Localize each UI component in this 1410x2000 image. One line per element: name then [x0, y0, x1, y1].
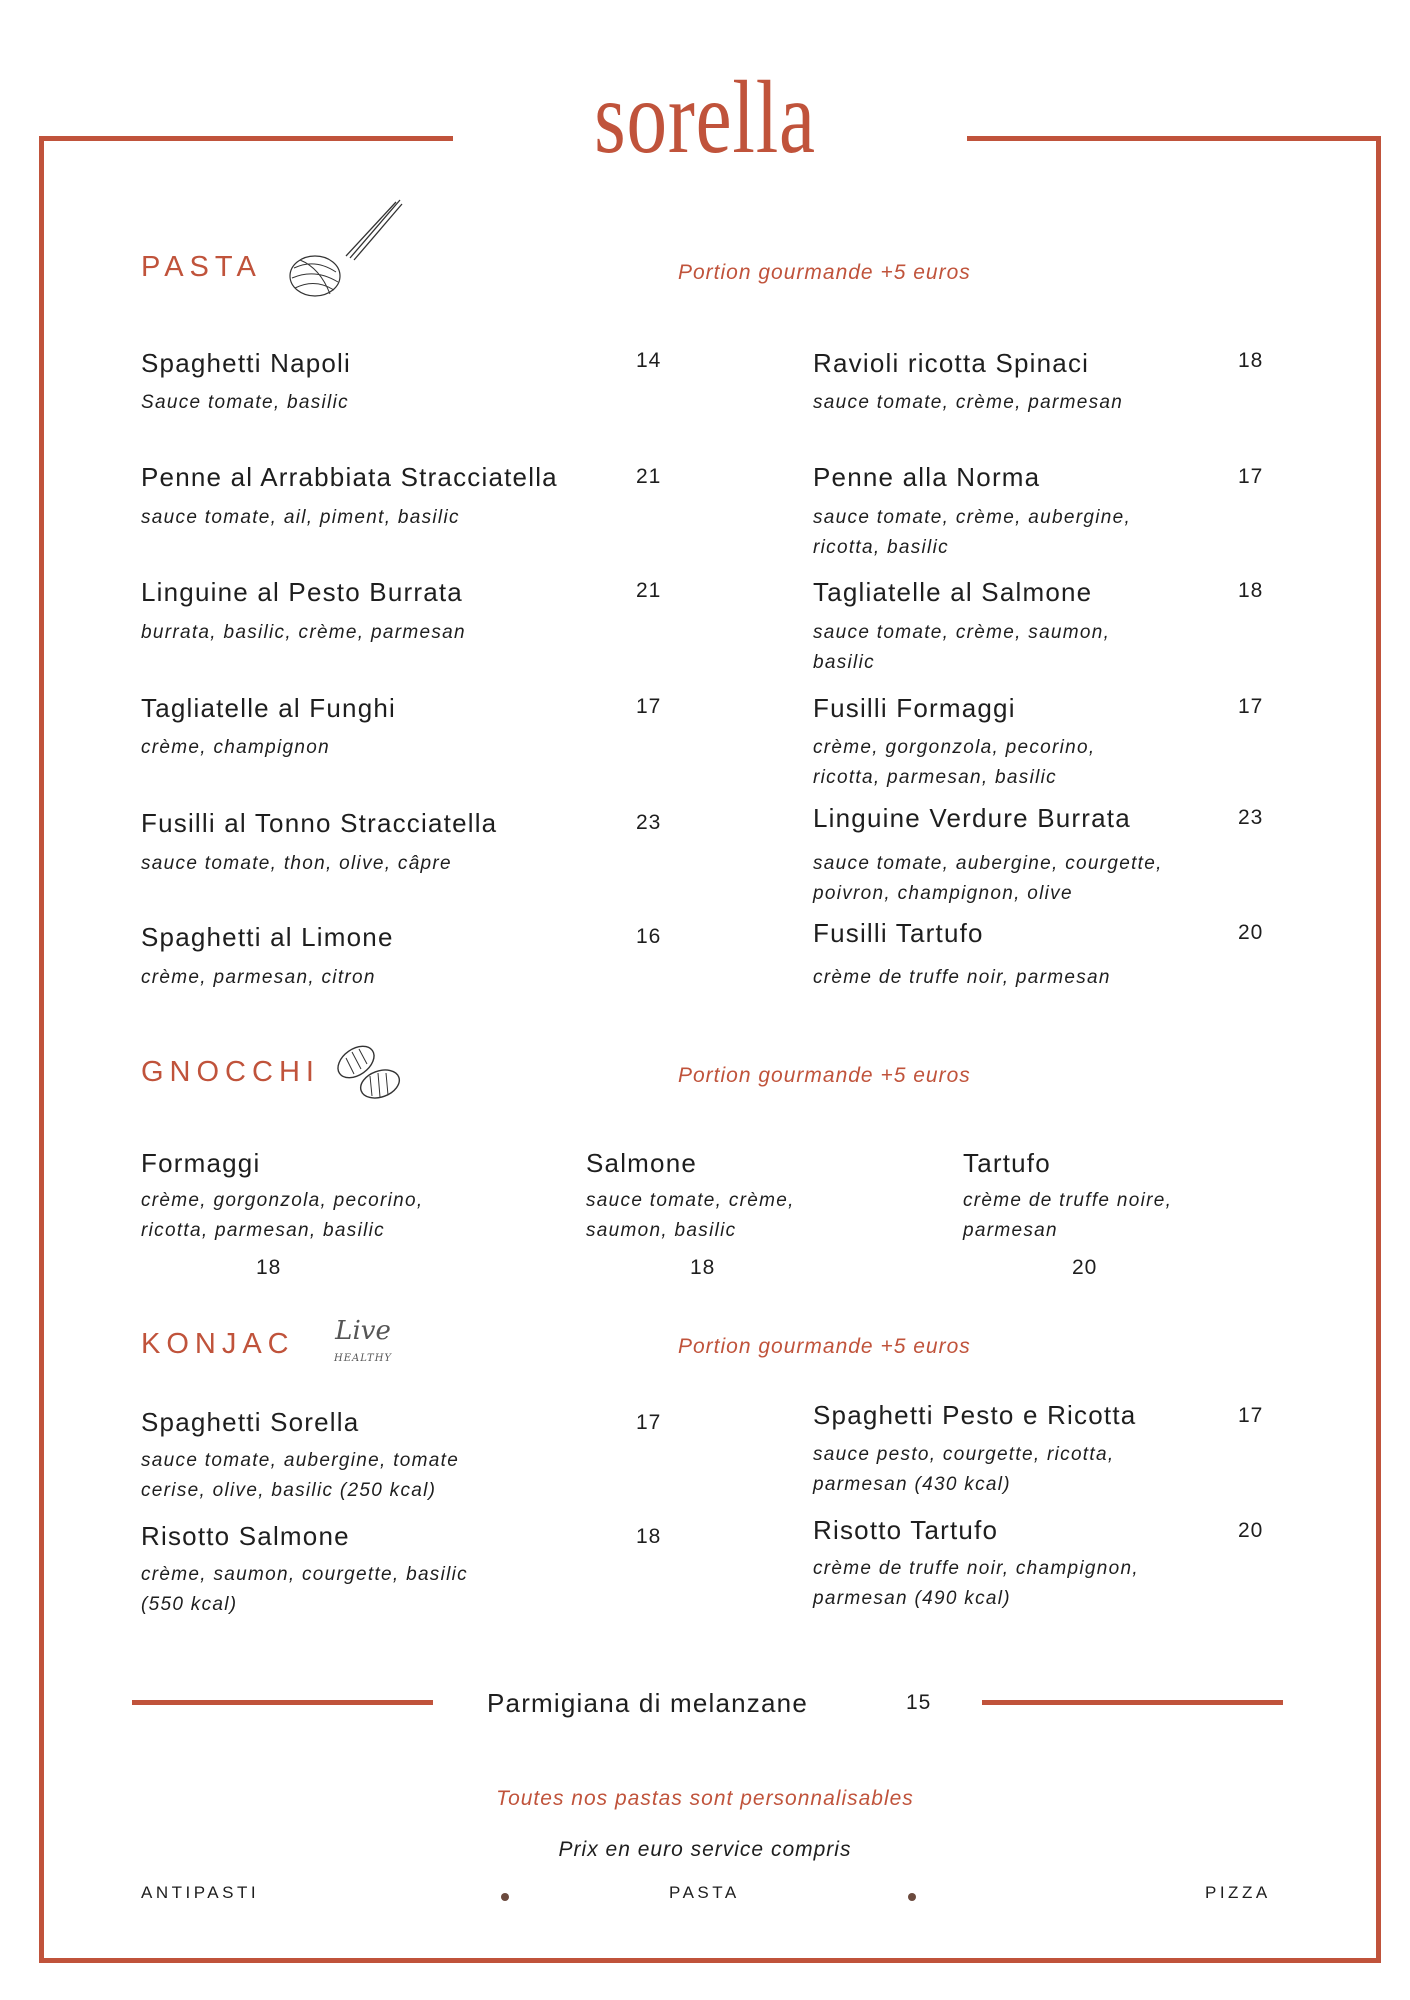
dish-description: crème, gorgonzola, pecorino,	[141, 1190, 424, 1211]
dish-price: 21	[636, 579, 662, 602]
dish-price: 18	[636, 1525, 662, 1548]
nav-separator-dot	[501, 1893, 509, 1901]
divider-left	[132, 1700, 433, 1705]
dish-description: sauce tomate, aubergine, courgette,	[813, 853, 1163, 874]
dish-description: poivron, champignon, olive	[813, 883, 1073, 904]
dish-price: 18	[1238, 579, 1264, 602]
dish-description: ricotta, parmesan, basilic	[813, 767, 1057, 788]
dish-price: 17	[1238, 695, 1264, 718]
dish-description: sauce tomate, thon, olive, câpre	[141, 853, 452, 874]
dish-name: Fusilli Formaggi	[813, 693, 1016, 723]
dish-description: crème de truffe noir, parmesan	[813, 967, 1111, 988]
nav-pizza[interactable]: PIZZA	[1205, 1883, 1271, 1902]
dish-price: 21	[636, 465, 662, 488]
dish-description: crème, saumon, courgette, basilic	[141, 1564, 468, 1585]
dish-description: crème, parmesan, citron	[141, 967, 376, 988]
dish-name: Linguine al Pesto Burrata	[141, 577, 463, 607]
frame-bottom	[39, 1958, 1381, 1963]
dish-description: sauce tomate, crème, parmesan	[813, 392, 1124, 413]
portion-note-konjac: Portion gourmande +5 euros	[678, 1335, 971, 1358]
dish-description: sauce tomate, ail, piment, basilic	[141, 507, 460, 528]
dish-name: Penne al Arrabbiata Stracciatella	[141, 462, 558, 492]
dish-price: 17	[636, 1411, 662, 1434]
customizable-note: Toutes nos pastas sont personnalisables	[496, 1787, 914, 1810]
dish-description: Sauce tomate, basilic	[141, 392, 349, 413]
dish-name: Spaghetti al Limone	[141, 922, 394, 952]
dish-description: ricotta, basilic	[813, 537, 949, 558]
restaurant-title: sorella	[594, 60, 816, 175]
dish-description: sauce tomate, crème,	[586, 1190, 795, 1211]
dish-name: Fusilli al Tonno Stracciatella	[141, 808, 498, 838]
frame-right	[1376, 136, 1381, 1963]
fork-spaghetti-icon	[280, 198, 405, 303]
dish-price: 17	[636, 695, 662, 718]
portion-note-gnocchi: Portion gourmande +5 euros	[678, 1064, 971, 1087]
nav-separator-dot	[908, 1893, 916, 1901]
dish-name: Tartufo	[963, 1148, 1051, 1178]
dish-description: crème, gorgonzola, pecorino,	[813, 737, 1096, 758]
dish-price: 20	[1072, 1256, 1098, 1279]
dish-description: parmesan	[963, 1220, 1058, 1241]
dish-description: sauce pesto, courgette, ricotta,	[813, 1444, 1115, 1465]
dish-name: Linguine Verdure Burrata	[813, 803, 1131, 833]
live-healthy-icon: Live HEALTHY	[333, 1316, 393, 1364]
dish-name: Penne alla Norma	[813, 462, 1041, 492]
portion-note-pasta: Portion gourmande +5 euros	[678, 261, 971, 284]
dish-name: Spaghetti Sorella	[141, 1407, 360, 1437]
dish-description: parmesan (490 kcal)	[813, 1588, 1011, 1609]
dish-name: Formaggi	[141, 1148, 261, 1178]
dish-name: Salmone	[586, 1148, 698, 1178]
dish-name: Risotto Tartufo	[813, 1515, 999, 1545]
dish-price: 17	[1238, 465, 1264, 488]
dish-name: Spaghetti Napoli	[141, 348, 351, 378]
dish-name: Tagliatelle al Salmone	[813, 577, 1093, 607]
nav-pasta[interactable]: PASTA	[669, 1883, 740, 1902]
dish-description: parmesan (430 kcal)	[813, 1474, 1011, 1495]
dish-name: Risotto Salmone	[141, 1521, 350, 1551]
frame-left	[39, 136, 44, 1963]
dish-price: 18	[256, 1256, 282, 1279]
section-title-gnocchi: GNOCCHI	[141, 1056, 320, 1088]
dish-description: cerise, olive, basilic (250 kcal)	[141, 1480, 437, 1501]
dish-description: crème de truffe noir, champignon,	[813, 1558, 1139, 1579]
dish-description: (550 kcal)	[141, 1594, 238, 1615]
dish-description: crème de truffe noire,	[963, 1190, 1173, 1211]
dish-description: sauce tomate, crème, aubergine,	[813, 507, 1132, 528]
section-title-pasta: PASTA	[141, 251, 262, 283]
dish-description: sauce tomate, crème, saumon,	[813, 622, 1111, 643]
nav-antipasti[interactable]: ANTIPASTI	[141, 1883, 260, 1902]
dish-price: 23	[1238, 806, 1264, 829]
dish-description: saumon, basilic	[586, 1220, 737, 1241]
dish-price: 18	[1238, 349, 1264, 372]
dish-description: burrata, basilic, crème, parmesan	[141, 622, 466, 643]
special-dish-name: Parmigiana di melanzane	[487, 1688, 808, 1718]
dish-description: sauce tomate, aubergine, tomate	[141, 1450, 460, 1471]
dish-price: 20	[1238, 1519, 1264, 1542]
dish-description: basilic	[813, 652, 875, 673]
dish-price: 14	[636, 349, 662, 372]
dish-description: ricotta, parmesan, basilic	[141, 1220, 385, 1241]
special-dish-price: 15	[906, 1691, 932, 1714]
dish-name: Tagliatelle al Funghi	[141, 693, 397, 723]
dish-price: 16	[636, 925, 662, 948]
dish-price: 23	[636, 811, 662, 834]
dish-description: crème, champignon	[141, 737, 330, 758]
dish-price: 18	[690, 1256, 716, 1279]
dish-price: 17	[1238, 1404, 1264, 1427]
price-note: Prix en euro service compris	[558, 1838, 852, 1861]
dish-price: 20	[1238, 921, 1264, 944]
dish-name: Fusilli Tartufo	[813, 918, 984, 948]
section-title-konjac: KONJAC	[141, 1328, 295, 1360]
dish-name: Spaghetti Pesto e Ricotta	[813, 1400, 1137, 1430]
divider-right	[982, 1700, 1283, 1705]
gnocchi-icon	[334, 1040, 404, 1105]
dish-name: Ravioli ricotta Spinaci	[813, 348, 1090, 378]
